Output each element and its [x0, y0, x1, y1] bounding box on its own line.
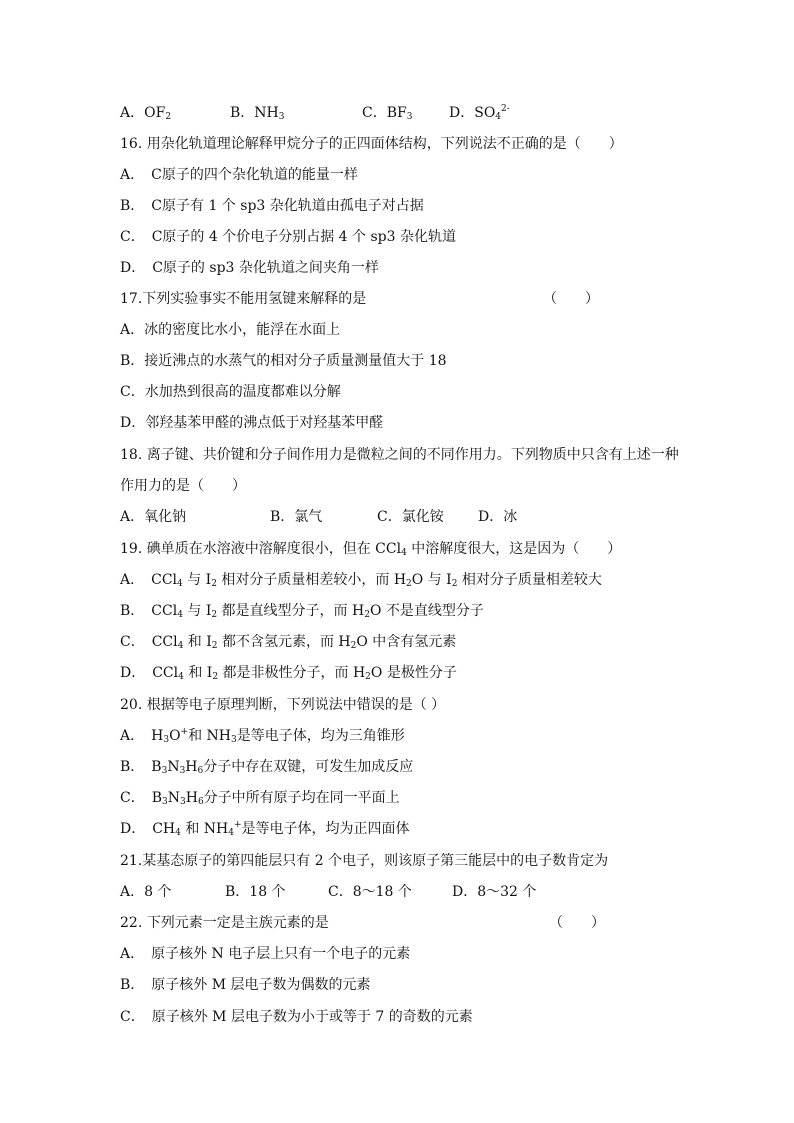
q18-option-d[interactable]: D．冰 [478, 509, 518, 525]
q15-option-b[interactable]: B．$NH_3$ [230, 105, 285, 122]
q18-option-b[interactable]: B．氯气 [270, 509, 323, 525]
q21-option-b[interactable]: B．18 个 [225, 884, 286, 900]
q17-answer-paren: （ ） [543, 291, 599, 307]
q22-stem: 22. 下列元素一定是主族元素的是 [120, 915, 329, 931]
q20-option-c[interactable]: C． $B_3N_3H_6$分子中所有原子均在同一平面上 [120, 790, 400, 807]
q19-option-c[interactable]: C． CCl$_4$ 和 $I_2$ 都不含氢元素，而 $H_2O$ 中含有氢元素 [120, 634, 457, 651]
q22-answer-paren: （ ） [549, 915, 605, 931]
q15-option-a[interactable]: A．$OF_2$ [120, 105, 172, 122]
q19-option-d[interactable]: D． CCl$_4$ 和 $I_2$ 都是非极性分子，而 $H_2O$ 是极性分子 [120, 665, 457, 682]
q15-option-d[interactable]: D．$SO_4^{2-}$ [449, 104, 510, 122]
q18-stem-line2: 作用力的是（ ） [120, 478, 246, 494]
q17-option-d[interactable]: D．邻羟基苯甲醛的沸点低于对羟基苯甲醛 [120, 415, 384, 431]
q20-stem: 20. 根据等电子原理判断，下列说法中错误的是（ ） [120, 697, 446, 713]
q18-stem-line1: 18. 离子键、共价键和分子间作用力是微粒之间的不同作用力。下列物质中只含有上述一种 [120, 447, 679, 463]
q21-option-c[interactable]: C．8～18 个 [328, 884, 412, 900]
q19-option-a[interactable]: A． CCl$_4$ 与 $I_2$ 相对分子质量相差较小，而 $H_2O$ 与 $I_2$ 相对分子质量相差较大 [120, 572, 602, 589]
q21-stem: 21.某基态原子的第四能层只有 2 个电子，则该原子第三能层中的电子数肯定为 [120, 853, 609, 869]
q21-option-a[interactable]: A．8 个 [120, 884, 172, 900]
q17-option-a[interactable]: A．冰的密度比水小，能浮在水面上 [120, 322, 341, 338]
q15-option-c[interactable]: C．$BF_3$ [362, 105, 413, 122]
q18-option-c[interactable]: C．氯化铵 [377, 509, 444, 525]
q16-option-a[interactable]: A． C原子的四个杂化轨道的能量一样 [120, 167, 358, 183]
q18-option-a[interactable]: A．氧化钠 [120, 509, 187, 525]
q20-option-d[interactable]: D． $CH_4$ 和 $NH_4^+$是等电子体，均为正四面体 [120, 820, 410, 838]
q21-options [120, 883, 680, 901]
q16-stem: 16. 用杂化轨道理论解释甲烷分子的正四面体结构，下列说法不正确的是（ ） [120, 136, 623, 152]
q16-option-c[interactable]: C． C原子的 4 个价电子分别占据 4 个 sp3 杂化轨道 [120, 229, 456, 245]
q19-stem: 19. 碘单质在水溶液中溶解度很小，但在 CCl$_4$ 中溶解度很大，这是因为（ ） [120, 541, 622, 558]
q22-option-a[interactable]: A． 原子核外 N 电子层上只有一个电子的元素 [120, 946, 411, 962]
q17-option-b[interactable]: B．接近沸点的水蒸气的相对分子质量测量值大于 18 [120, 353, 447, 369]
q15-options [120, 104, 680, 122]
q20-option-a[interactable]: A． $H_3O^+$和 $NH_3$是等电子体，均为三角锥形 [120, 727, 405, 745]
q17-option-c[interactable]: C．水加热到很高的温度都难以分解 [120, 384, 341, 400]
q21-option-d[interactable]: D．8～32 个 [452, 884, 537, 900]
q22-option-c[interactable]: C． 原子核外 M 层电子数为小于或等于 7 的奇数的元素 [120, 1009, 473, 1025]
q22-option-b[interactable]: B． 原子核外 M 层电子数为偶数的元素 [120, 977, 371, 993]
q16-option-d[interactable]: D． C原子的 sp3 杂化轨道之间夹角一样 [120, 260, 379, 276]
q16-option-b[interactable]: B． C原子有 1 个 sp3 杂化轨道由孤电子对占据 [120, 198, 424, 214]
q18-options [120, 508, 680, 526]
q17-stem: 17.下列实验事实不能用氢键来解释的是 [120, 291, 367, 307]
q20-option-b[interactable]: B． $B_3N_3H_6$分子中存在双键，可发生加成反应 [120, 759, 414, 776]
q19-option-b[interactable]: B． CCl$_4$ 与 $I_2$ 都是直线型分子，而 $H_2O$ 不是直线型分子 [120, 603, 484, 620]
